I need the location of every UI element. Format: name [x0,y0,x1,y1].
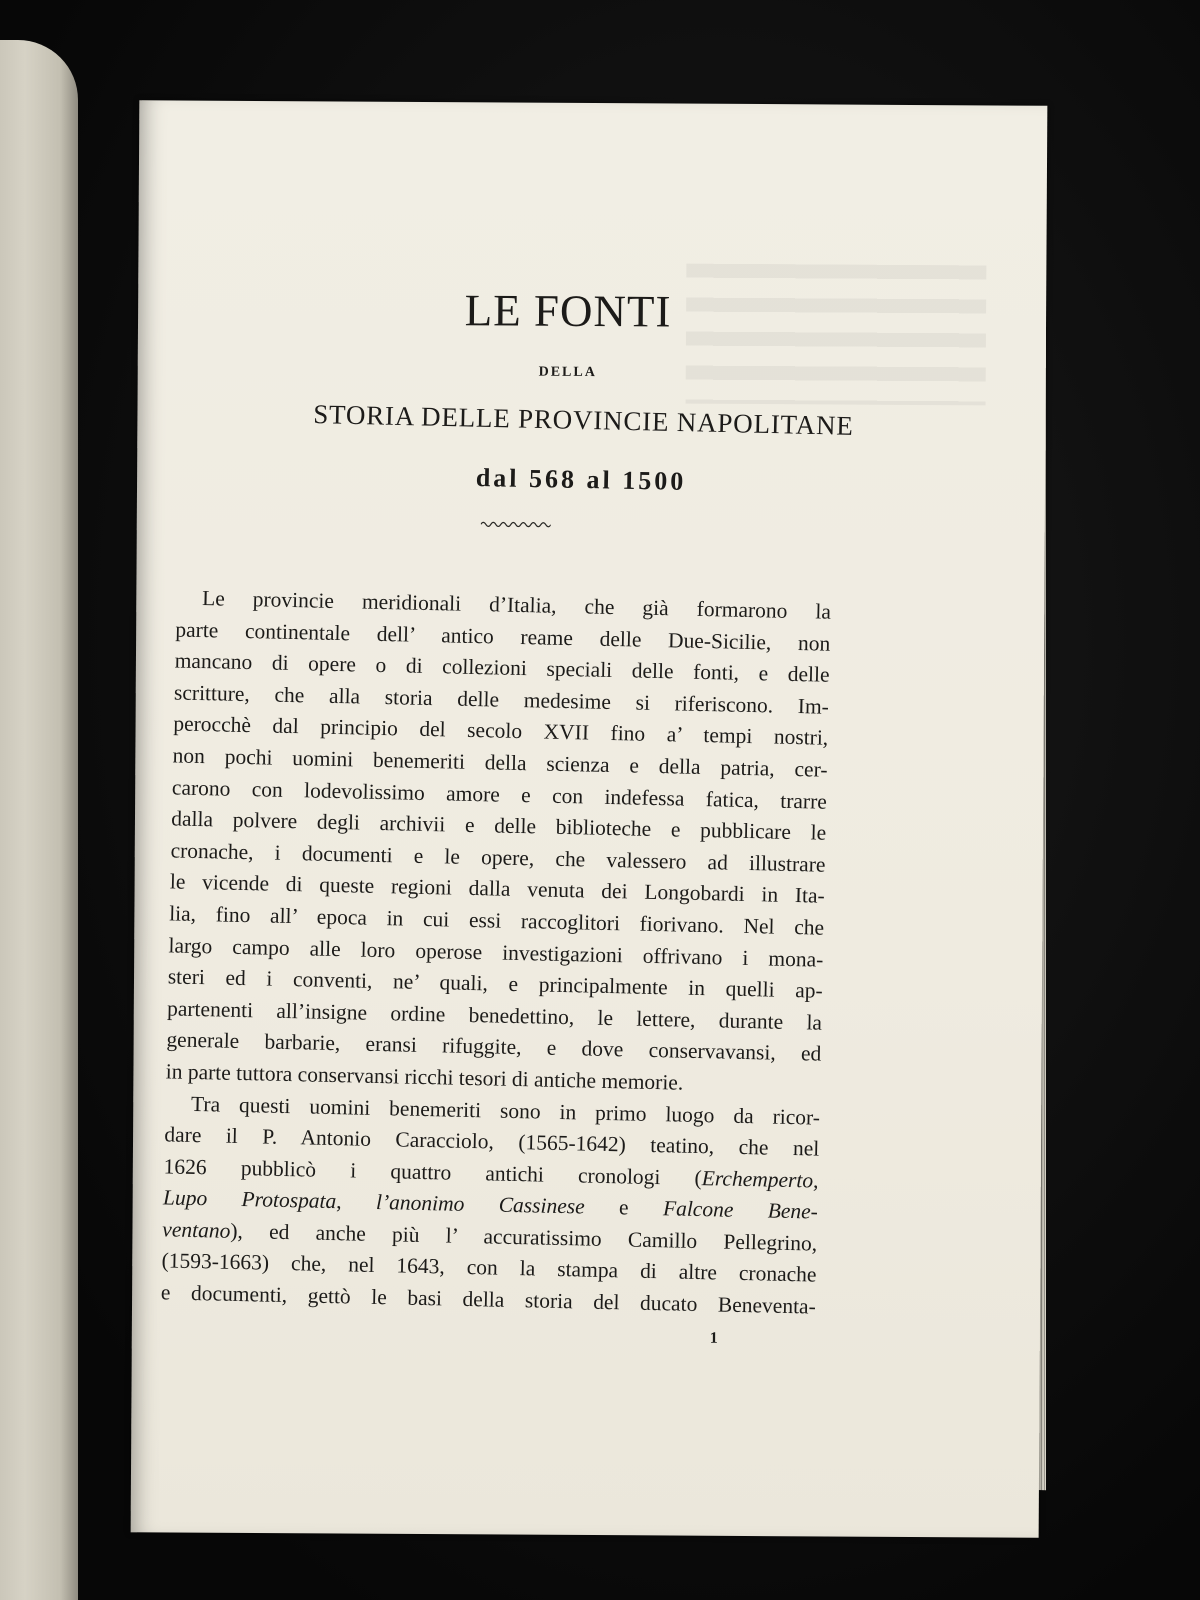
left-page-edge [0,40,78,1600]
text-line: e documenti, gettò le basi della storia del ducato Beneventa- [160,1280,817,1319]
body-text [161,582,832,1323]
text-run: , [812,1168,819,1193]
wavy-ornament [481,520,551,528]
text-line: dalla polvere degli archivii e delle biblioteche e pubblicare le [171,806,827,845]
text-line: perocchè dal principio del secolo XVII fino a’ tempi nostri, [173,711,829,751]
text-line: generale barbarie, eransi rifuggite, e dove conservavansi, ed [166,1027,822,1066]
text-run: e [618,1195,629,1220]
page-title: LE FONTI [464,285,672,337]
text-line: parte continentale dell’ antico reame delle Due-Sicilie, non [175,617,831,656]
text-line: in parte tuttora conservansi ricchi tesori di antiche memorie. [165,1059,684,1095]
text-line: carono con lodevolissimo amore e con indefessa fatica, trarre [171,774,828,814]
text-line: steri ed i conventi, ne’ quali, e principalmente in quelli ap- [167,964,823,1003]
text-line: mancano di opere o di collezioni speciali delle fonti, e delle [174,648,830,687]
title-connector: DELLA [538,364,597,381]
italic-title: Erchemperto [701,1165,814,1193]
text-line: non pochi uomini benemeriti della scienza e della patria, cer- [172,743,828,782]
italic-title: Falcone Bene- [662,1196,819,1224]
page-number: 1 [709,1329,718,1347]
text-line: scritture, che alla storia delle medesime si riferiscono. Im- [173,680,830,719]
italic-title: Lupo Protospata [162,1185,337,1214]
text-line: Le provincie meridionali d’Italia, che già formarono la [201,586,832,624]
period-heading: dal 568 al 1500 [475,463,687,496]
text-line: le vicende di queste regioni dalla venuta dei Longobardi in Ita- [169,869,826,909]
text-line: dare il P. Antonio Caracciolo, (1565-1642) teatino, che nel [164,1122,820,1161]
text-line: partenenti all’insigne ordine benedettino, le lettere, durante la [166,996,823,1035]
book-page [131,100,1048,1538]
text-line: cronache, i documenti e le opere, che valessero ad illustrare [170,838,826,877]
italic-title: ventano [162,1217,231,1243]
text-run: , [336,1189,342,1214]
text-line: (1593-1663) che, nel 1643, con la stampa di altre cronache [161,1248,817,1288]
page-subtitle: STORIA DELLE PROVINCIE NAPOLITANE [312,399,854,441]
text-line: lia, fino all’ epoca in cui essi raccoglitori fiorivano. Nel che [168,901,825,940]
text-run: 1626 pubblicò i quattro antichi cronologi ( [163,1154,703,1190]
text-run: ), ed anche più l’ accuratissimo Camillo Pellegrino, [230,1218,818,1256]
text-line: Tra questi uomini benemeriti sono in primo luogo da ricor- [190,1091,821,1130]
text-line: largo campo alle loro operose investigazioni offrivano i mona- [168,932,824,972]
italic-title: l’anonimo Cassinese [375,1190,585,1219]
